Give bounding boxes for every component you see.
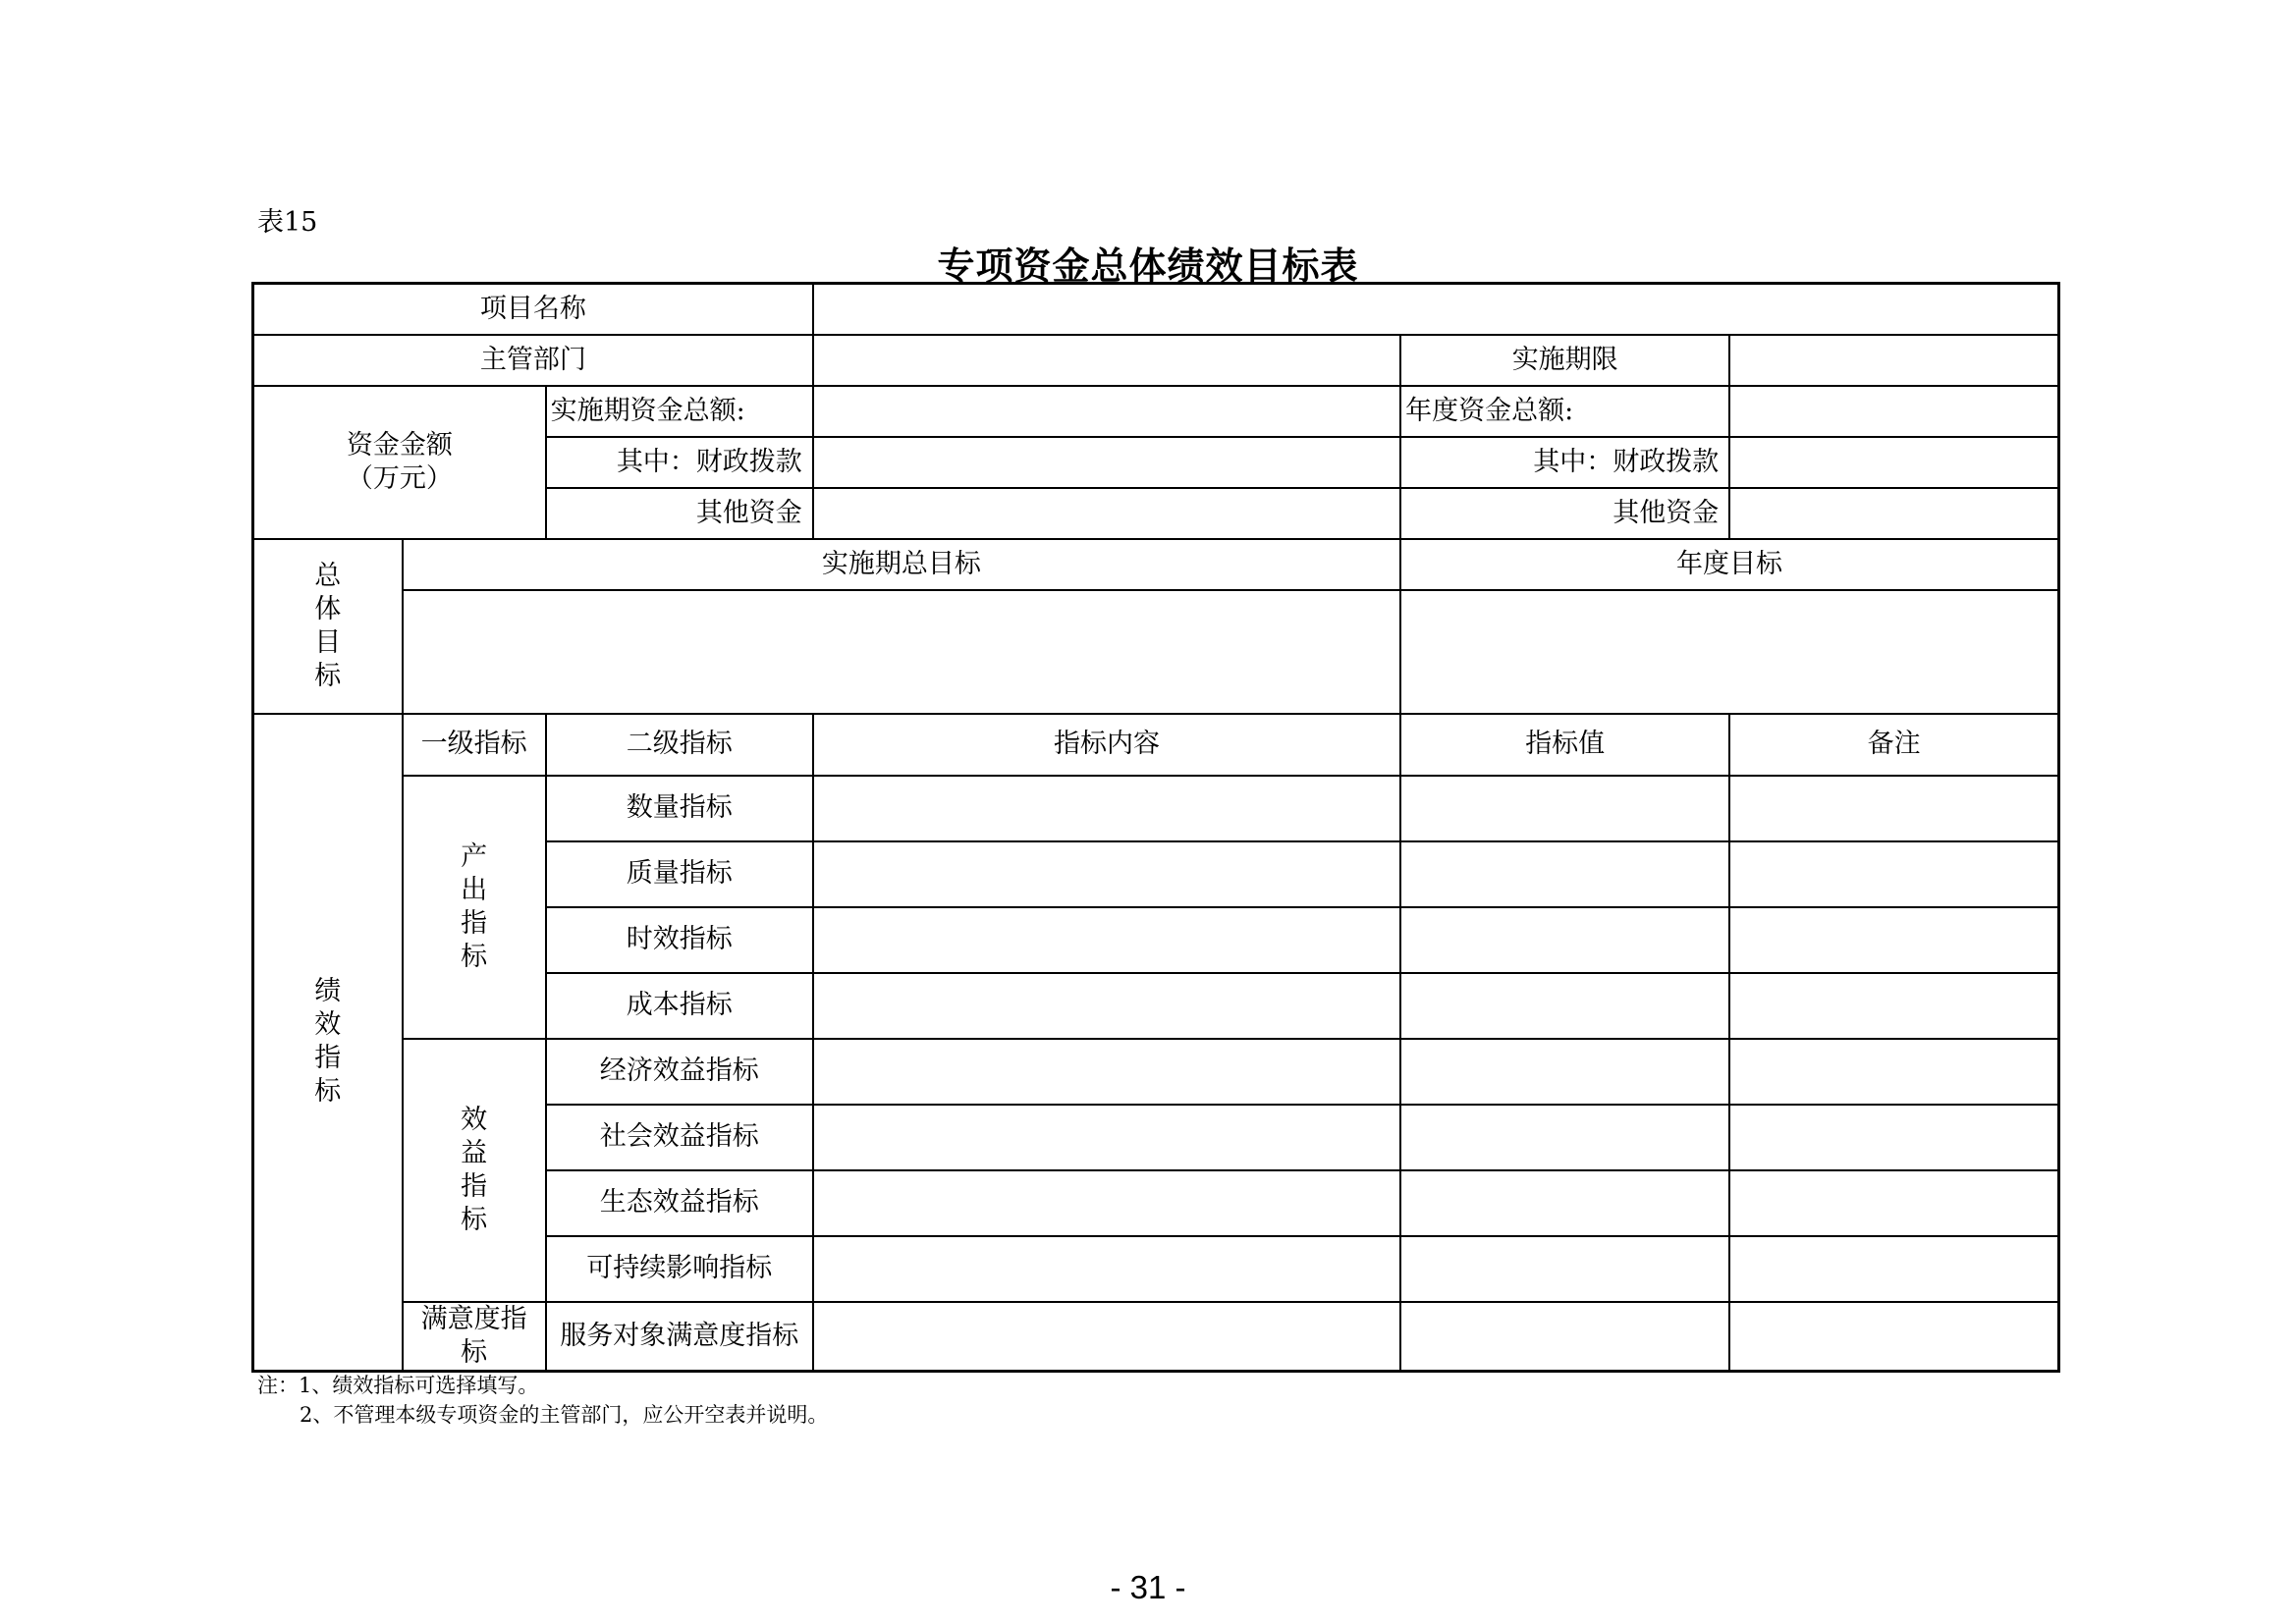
annual-total-funds-label: 年度资金总额: [1400, 386, 1729, 437]
cost-indicator: 成本指标 [546, 973, 813, 1039]
annual-total-funds-value[interactable] [1729, 386, 2058, 437]
impl-other-funds-label: 其他资金 [546, 488, 813, 539]
indicator-value-cell[interactable] [1400, 841, 1729, 907]
level2-indicator-header: 二级指标 [546, 714, 813, 776]
remark-cell[interactable] [1729, 841, 2058, 907]
remark-cell[interactable] [1729, 973, 2058, 1039]
performance-goal-table [251, 282, 2060, 1373]
indicator-content-cell[interactable] [813, 1302, 1400, 1372]
indicator-value-header: 指标值 [1400, 714, 1729, 776]
annual-other-funds-value[interactable] [1729, 488, 2058, 539]
annual-goal-value[interactable] [1400, 590, 2058, 714]
remark-header: 备注 [1729, 714, 2058, 776]
table-row [253, 386, 2059, 437]
indicator-value-cell[interactable] [1400, 1236, 1729, 1302]
annual-fiscal-allocation-label: 其中：财政拨款 [1400, 437, 1729, 488]
performance-indicators-label: 绩 效 指 标 [253, 714, 403, 1372]
indicator-value-cell[interactable] [1400, 1302, 1729, 1372]
overall-goal-label: 总 体 目 标 [253, 539, 403, 714]
indicator-value-cell[interactable] [1400, 776, 1729, 841]
indicator-content-cell[interactable] [813, 1170, 1400, 1236]
satisfaction-indicators-label: 满意度指 标 [403, 1302, 546, 1372]
indicator-content-cell[interactable] [813, 776, 1400, 841]
remark-cell[interactable] [1729, 1302, 2058, 1372]
sustainability-indicator: 可持续影响指标 [546, 1236, 813, 1302]
funds-amount-label-line2: （万元） [346, 462, 453, 494]
indicator-content-header: 指标内容 [813, 714, 1400, 776]
ecological-benefit-indicator: 生态效益指标 [546, 1170, 813, 1236]
project-name-value[interactable] [813, 284, 2059, 335]
quantity-indicator: 数量指标 [546, 776, 813, 841]
remark-cell[interactable] [1729, 1105, 2058, 1170]
department-label: 主管部门 [253, 335, 813, 386]
remark-cell[interactable] [1729, 907, 2058, 973]
page-number: - 31 - [1110, 1569, 1186, 1605]
remark-cell[interactable] [1729, 1236, 2058, 1302]
service-satisfaction-indicator: 服务对象满意度指标 [546, 1302, 813, 1372]
page-title: 专项资金总体绩效目标表 [937, 244, 1359, 288]
impl-goal-header: 实施期总目标 [403, 539, 1401, 590]
note-1: 注：1、绩效指标可选择填写。 [257, 1374, 539, 1397]
benefit-indicators-label: 效 益 指 标 [403, 1039, 546, 1302]
impl-total-funds-value[interactable] [813, 386, 1400, 437]
impl-period-label: 实施期限 [1400, 335, 1729, 386]
indicator-content-cell[interactable] [813, 1236, 1400, 1302]
indicator-content-cell[interactable] [813, 1039, 1400, 1105]
table-row [253, 714, 2059, 776]
remark-cell[interactable] [1729, 776, 2058, 841]
indicator-value-cell[interactable] [1400, 1039, 1729, 1105]
note-2: 2、不管理本级专项资金的主管部门，应公开空表并说明。 [300, 1403, 829, 1427]
remark-cell[interactable] [1729, 1170, 2058, 1236]
impl-period-value[interactable] [1729, 335, 2058, 386]
table-row [253, 539, 2059, 590]
economic-benefit-indicator: 经济效益指标 [546, 1039, 813, 1105]
table-row [253, 1302, 2059, 1372]
annual-fiscal-allocation-value[interactable] [1729, 437, 2058, 488]
indicator-content-cell[interactable] [813, 1105, 1400, 1170]
indicator-content-cell[interactable] [813, 841, 1400, 907]
quality-indicator: 质量指标 [546, 841, 813, 907]
indicator-content-cell[interactable] [813, 907, 1400, 973]
table-row [253, 590, 2059, 714]
impl-goal-value[interactable] [403, 590, 1401, 714]
indicator-content-cell[interactable] [813, 973, 1400, 1039]
funds-amount-label-line1: 资金金额 [346, 429, 453, 460]
funds-amount-label [253, 386, 546, 539]
notes [257, 1371, 828, 1430]
remark-cell[interactable] [1729, 1039, 2058, 1105]
impl-fiscal-allocation-label: 其中：财政拨款 [546, 437, 813, 488]
timeliness-indicator: 时效指标 [546, 907, 813, 973]
indicator-value-cell[interactable] [1400, 1105, 1729, 1170]
annual-other-funds-label: 其他资金 [1400, 488, 1729, 539]
indicator-value-cell[interactable] [1400, 1170, 1729, 1236]
level1-indicator-header: 一级指标 [403, 714, 546, 776]
project-name-label: 项目名称 [253, 284, 813, 335]
table-label: 表15 [257, 207, 318, 238]
table-row [253, 776, 2059, 841]
table-row [253, 284, 2059, 335]
indicator-value-cell[interactable] [1400, 907, 1729, 973]
department-value[interactable] [813, 335, 1400, 386]
indicator-value-cell[interactable] [1400, 973, 1729, 1039]
table-row [253, 335, 2059, 386]
annual-goal-header: 年度目标 [1400, 539, 2058, 590]
social-benefit-indicator: 社会效益指标 [546, 1105, 813, 1170]
impl-fiscal-allocation-value[interactable] [813, 437, 1400, 488]
table-row [253, 1039, 2059, 1105]
output-indicators-label: 产 出 指 标 [403, 776, 546, 1039]
impl-other-funds-value[interactable] [813, 488, 1400, 539]
impl-total-funds-label: 实施期资金总额: [546, 386, 813, 437]
